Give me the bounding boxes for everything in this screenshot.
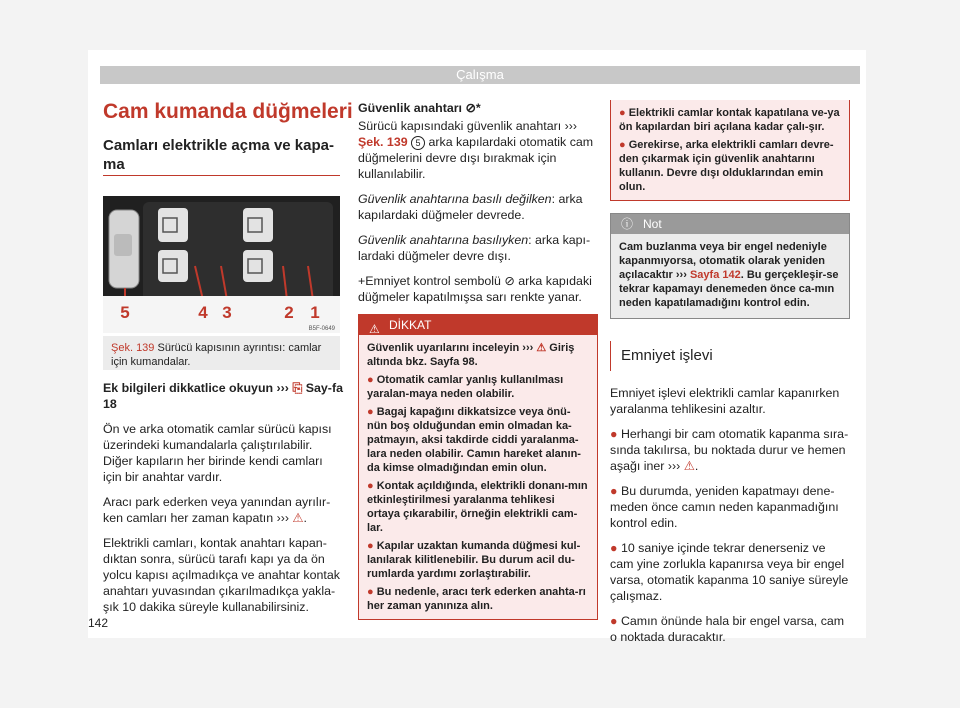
callout-5: 5 [120, 303, 130, 322]
note-box [610, 213, 850, 319]
col1-paragraph-2: Ön ve arka otomatik camlar sürücü kapısı üzerindeki kumandalarla çalıştırılabilir. Diğer kapıların her birinde kendi camları için bir anahtar vardır. [103, 422, 332, 484]
security-ref-link[interactable]: Şek. 139 [358, 135, 408, 149]
warning-box [358, 314, 598, 620]
security-p4b: arka kapıdaki düğmeler kapatılmışsa sarı renkte yanar. [358, 274, 592, 304]
warning-intro-b: Giriş altında bkz. Sayfa 98. [367, 342, 575, 368]
note-header [611, 214, 849, 234]
emniyet-item: ● Camın önünde hala bir engel varsa, cam o noktada duracaktır. [610, 614, 845, 644]
warning-icon: ⚠ [369, 322, 380, 336]
warning-item: ● Kontak açıldığında, elektrikli donanı-mın etkinleştirilmesi yaralanma tehlikesi ortaya çıkarabilir, örneğin elektrikli cam-lar. [367, 480, 588, 534]
warning-icon[interactable]: ⚠ [292, 511, 304, 525]
warning-item: ● Kapılar uzaktan kumanda düğmesi kul-lanılarak kilitlenebilir. Bu durum acil du-rumlarda yardımı zorlaştırabilir. [367, 540, 581, 580]
warning-header [359, 315, 597, 335]
warning-title: DİKKAT [389, 318, 432, 332]
switch-panel-illustration [103, 196, 340, 333]
warning-item: ● Elektrikli camlar kontak kapatılana ve-ya ön kapılardan biri açılana kadar çalı-şır. [619, 107, 840, 133]
warning-icon[interactable]: ⚠ [536, 342, 547, 354]
column-2: Güvenlik anahtarı ⊘* Sürücü kapısındaki güvenlik anahtarı ››› Şek. 139 5 arka kapılardaki otomatik cam düğmelerini devre dışı bırakmak için kullanılabilir. Güvenlik anahtarına basılı değilken: arka kapılardaki düğmeler devrede. Güvenlik anahtarına basılıyken: arka kapı-lardaki düğmeler devre dışı. +Emniyet kontrol sembolü ⊘ arka kapıdaki düğmeler kapatılmışsa sarı renkte yanar. ⚠ DİKKAT Güvenlik uyarılarını inceleyin ››› ⚠ Giriş altında bkz. Sayfa 98. ● Otomatik camlar yanlış kullanılması yaralan-maya neden olabilir. ● Bagaj kapağını dikkatsizce veya önü-nün boş olduğundan emin olmadan ka-patmayın, aksi takdirde ciddi yaralanma-lara neden olabilir. Camın hareket alanın-da kimse olmadığından emin olun. ● Kontak açıldığında, elektrikli donanı-mın etkinleştirilmesi yaralanma tehlikesi ortaya çıkarabilir, örneğin elektrikli cam-lar. ● Kapılar uzaktan kumanda düğmesi kul-lanılarak kilitlenebilir. Bu durum acil du-rumlarda yardımı zorlaştırabilir. ● Bu nedenle, aracı terk ederken anahta-rı her zaman yanınıza alın. [358, 100, 598, 620]
subsection-rule [103, 175, 340, 176]
emniyet-item: ● Herhangi bir cam otomatik kapanma sıra-sında takılırsa, bu noktada durur ve hemen aşağı iner ››› ⚠. [610, 427, 849, 473]
header-title: Çalışma [456, 67, 504, 82]
figure-caption [103, 336, 340, 370]
figure-photo [103, 196, 340, 333]
chevrons-icon: ››› [276, 381, 289, 395]
security-p1b: arka kapılardaki otomatik cam düğmelerini devre dışı bırakmak için kullanılabilir. [358, 135, 594, 181]
warning-body-continued [611, 100, 849, 200]
chevrons-icon: ››› [276, 511, 289, 525]
warning-item: ● Bu nedenle, aracı terk ederken anahta-rı her zaman yanınıza alın. [367, 586, 586, 612]
security-p2-italic: Güvenlik anahtarına basılı değilken [358, 192, 552, 206]
warning-box-continued [610, 100, 850, 201]
note-body [611, 234, 849, 318]
info-icon: ⓘ [621, 217, 634, 231]
security-p1a: Sürücü kapısındaki güvenlik anahtarı [358, 119, 562, 133]
section-title: Cam kumanda düğmeleri [103, 100, 353, 123]
column-3 [610, 100, 850, 654]
warning-intro-a: Güvenlik uyarılarını inceleyin [367, 342, 520, 354]
warning-body [359, 335, 597, 619]
column-1: Ek bilgileri dikkatlice okuyun ››› ⎘ Say-fa 18 Ön ve arka otomatik camlar sürücü kapısı üzerindeki kumandalarla çalıştırılabilir. Diğer kapıların her birinde kendi camları için bir anahtar vardır. Aracı park ederken veya yanından ayrılır-ken camları her zaman kapatın ››› ⚠. Elektrikli camları, kontak anahtarı kapan-dıktan sonra, sürücü tarafı kapı ya da ön yolcu kapısı açılmadıkça ve anahtar kontak anahtarı yuvasından çıkarılmadıkça yakla-şık 10 dakika süreyle kullanabilirsiniz. [103, 381, 343, 614]
emniyet-paragraph: Emniyet işlevi elektrikli camlar kapanırken yaralanma tehlikesini azaltır. [610, 386, 840, 416]
page-number: 142 [88, 616, 109, 630]
security-title: Güvenlik anahtarı [358, 101, 462, 115]
security-p3: : arka kapı-lardaki düğmeler devre dışı. [358, 233, 591, 263]
chevrons-icon: ››› [564, 119, 578, 133]
caption-text: Sürücü kapısının ayrıntısı: camlar için kumandalar. [111, 342, 322, 368]
warning-item: ● Bagaj kapağını dikkatsizce veya önü-nün boş olduğundan emin olmadan ka-patmayın, aksi takdirde ciddi yaralanma-lara neden olabilir. Camın hareket alanın-da kimse olmadığından emin olun. [367, 406, 581, 474]
callout-1: 1 [310, 303, 320, 322]
emniyet-item: ● 10 saniye içinde tekrar denerseniz ve cam yine zorlukla kapanırsa veya bir engel varsa, otomatik kapanma 10 saniye süreyle çalışmaz. [610, 541, 849, 603]
col1-paragraph-4: Elektrikli camları, kontak anahtarı kapan-dıktan sonra, sürücü tarafı kapı ya da ön yolcu kapısı açılmadıkça ve anahtar kontak anahtarı yuvasından çıkarılmadıkça yakla-şık 10 dakika süreyle kullanabilirsiniz. [103, 536, 340, 614]
chevrons-icon: ››› [667, 459, 681, 473]
read-info-text: Ek bilgileri dikkatlice okuyun [103, 381, 274, 395]
header-bar [100, 66, 860, 84]
emniyet-item: ● Bu durumda, yeniden kapatmayı dene-meden önce camın neden kapanmadığını kontrol edin. [610, 484, 839, 530]
window-lock-icon: ⊘ [504, 274, 515, 288]
callout-circle: 5 [411, 136, 425, 150]
note-text-b: . Bu gerçekleşir-se tekrar kapamayı denemeden önce ca-mın neden kapatılamadığını kontrol edin. [619, 269, 839, 309]
chevrons-icon: ››› [522, 342, 534, 354]
emniyet-title: Emniyet işlevi [610, 341, 850, 371]
security-p4: +Emniyet kontrol sembolü [358, 274, 501, 288]
figure-id: B5F-0649 [308, 326, 335, 332]
warning-item: ● Gerekirse, arka elektrikli camları devre-den çıkarmak için güvenlik anahtarını kullanın. Devre dışı olduklarından emin olun. [619, 139, 834, 193]
callout-2: 2 [284, 303, 294, 322]
book-icon: ⎘ [292, 381, 303, 395]
read-info-link[interactable]: Say-fa 18 [103, 381, 343, 411]
warning-item: ● Otomatik camlar yanlış kullanılması yaralan-maya neden olabilir. [367, 374, 564, 400]
security-p2: : arka kapılardaki düğmeler devrede. [358, 192, 583, 222]
caption-ref[interactable]: Şek. 139 [111, 342, 155, 354]
note-ref-link[interactable]: Sayfa 142 [689, 269, 741, 281]
security-p3-italic: Güvenlik anahtarına basılıyken [358, 233, 529, 247]
note-text-a: Cam buzlanma veya bir engel nedeniyle kapanmıyorsa, otomatik olarak yeniden açılacaktır [619, 241, 827, 281]
chevrons-icon: ››› [675, 269, 687, 281]
subsection-title: Camları elektrikle açma ve kapa- ma [103, 137, 334, 173]
callout-3: 3 [222, 303, 232, 322]
note-title: Not [643, 217, 662, 231]
warning-icon[interactable]: ⚠ [683, 459, 695, 473]
callout-4: 4 [198, 303, 208, 322]
col1-paragraph-3: Aracı park ederken veya yanından ayrılır-ken camları her zaman kapatın [103, 495, 331, 525]
window-lock-icon: ⊘ [465, 101, 476, 115]
